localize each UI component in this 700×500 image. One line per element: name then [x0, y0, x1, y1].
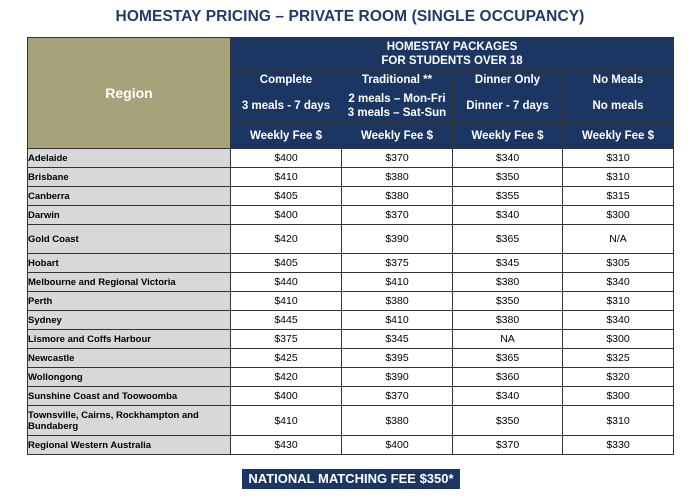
package-meals-complete	[231, 90, 342, 123]
meals-line: 3 meals - 7 days	[241, 100, 331, 112]
fee-dinner-only: $365	[453, 349, 563, 368]
fee-traditional: $400	[342, 436, 453, 455]
region-name: Adelaide	[28, 149, 231, 168]
region-name: Newcastle	[28, 349, 231, 368]
fee-dinner-only: $370	[453, 436, 563, 455]
packages-header-line2: FOR STUDENTS OVER 18	[381, 55, 523, 67]
fee-dinner-only: $350	[453, 168, 563, 187]
table-row	[28, 349, 674, 368]
fee-no-meals: $310	[563, 149, 674, 168]
fee-complete: $420	[231, 368, 342, 387]
fee-label-no-meals: Weekly Fee $	[563, 123, 674, 149]
fee-dinner-only: $360	[453, 368, 563, 387]
fee-no-meals: $305	[563, 254, 674, 273]
fee-complete: $440	[231, 273, 342, 292]
region-name: Brisbane	[28, 168, 231, 187]
package-name-complete: Complete	[231, 71, 342, 90]
table-row	[28, 330, 674, 349]
fee-traditional: $410	[342, 273, 453, 292]
table-row	[28, 387, 674, 406]
package-meals-no-meals	[563, 90, 674, 123]
fee-traditional: $370	[342, 149, 453, 168]
region-name: Hobart	[28, 254, 231, 273]
fee-complete: $405	[231, 187, 342, 206]
fee-traditional: $370	[342, 206, 453, 225]
fee-complete: $420	[231, 225, 342, 254]
region-name: Regional Western Australia	[28, 436, 231, 455]
fee-no-meals: $310	[563, 406, 674, 436]
package-meals-traditional	[342, 90, 453, 123]
package-name-no-meals: No Meals	[563, 71, 674, 90]
fee-traditional: $380	[342, 406, 453, 436]
fee-no-meals: N/A	[563, 225, 674, 254]
fee-complete: $410	[231, 168, 342, 187]
package-name-dinner-only: Dinner Only	[453, 71, 563, 90]
fee-traditional: $380	[342, 168, 453, 187]
fee-dinner-only: $340	[453, 387, 563, 406]
table-row	[28, 406, 674, 436]
fee-no-meals: $340	[563, 311, 674, 330]
meals-line: No meals	[592, 100, 644, 112]
fee-complete: $410	[231, 406, 342, 436]
fee-no-meals: $310	[563, 168, 674, 187]
fee-traditional: $410	[342, 311, 453, 330]
fee-traditional: $375	[342, 254, 453, 273]
region-name: Wollongong	[28, 368, 231, 387]
region-name: Perth	[28, 292, 231, 311]
fee-no-meals: $315	[563, 187, 674, 206]
packages-header	[231, 38, 674, 71]
fee-dinner-only: $340	[453, 206, 563, 225]
table-row	[28, 368, 674, 387]
fee-dinner-only: $350	[453, 406, 563, 436]
fee-complete: $375	[231, 330, 342, 349]
fee-no-meals: $300	[563, 330, 674, 349]
region-name: Canberra	[28, 187, 231, 206]
fee-complete: $410	[231, 292, 342, 311]
package-name-traditional: Traditional **	[342, 71, 453, 90]
fee-no-meals: $320	[563, 368, 674, 387]
fee-no-meals: $330	[563, 436, 674, 455]
fee-no-meals: $340	[563, 273, 674, 292]
fee-traditional: $395	[342, 349, 453, 368]
region-column-header: Region	[28, 38, 231, 149]
page-title: HOMESTAY PRICING – PRIVATE ROOM (SINGLE OCCUPANCY)	[115, 8, 585, 25]
fee-traditional: $390	[342, 368, 453, 387]
fee-dinner-only: $380	[453, 311, 563, 330]
region-name: Sunshine Coast and Toowoomba	[28, 387, 231, 406]
fee-no-meals: $300	[563, 387, 674, 406]
fee-label-complete: Weekly Fee $	[231, 123, 342, 149]
national-matching-fee: NATIONAL MATCHING FEE $350*	[242, 469, 460, 489]
fee-dinner-only: NA	[453, 330, 563, 349]
fee-no-meals: $310	[563, 292, 674, 311]
table-row	[28, 168, 674, 187]
fee-complete: $400	[231, 387, 342, 406]
table-row	[28, 149, 674, 168]
fee-dinner-only: $350	[453, 292, 563, 311]
fee-complete: $430	[231, 436, 342, 455]
fee-traditional: $370	[342, 387, 453, 406]
fee-dinner-only: $355	[453, 187, 563, 206]
table-row	[28, 254, 674, 273]
meals-line: Dinner - 7 days	[466, 100, 549, 112]
fee-complete: $445	[231, 311, 342, 330]
fee-label-dinner-only: Weekly Fee $	[453, 123, 563, 149]
region-name: Darwin	[28, 206, 231, 225]
table-row	[28, 206, 674, 225]
fee-dinner-only: $340	[453, 149, 563, 168]
fee-complete: $425	[231, 349, 342, 368]
fee-dinner-only: $345	[453, 254, 563, 273]
region-name: Townsville, Cairns, Rockhampton and Bundaberg	[28, 406, 231, 436]
table-row	[28, 225, 674, 254]
region-name: Sydney	[28, 311, 231, 330]
table-row	[28, 311, 674, 330]
fee-dinner-only: $380	[453, 273, 563, 292]
fee-traditional: $380	[342, 187, 453, 206]
region-name: Gold Coast	[28, 225, 231, 254]
fee-label-traditional: Weekly Fee $	[342, 123, 453, 149]
fee-traditional: $345	[342, 330, 453, 349]
packages-header-line1: HOMESTAY PACKAGES	[386, 41, 518, 53]
package-meals-dinner-only	[453, 90, 563, 123]
region-name: Melbourne and Regional Victoria	[28, 273, 231, 292]
region-name: Lismore and Coffs Harbour	[28, 330, 231, 349]
table-row	[28, 187, 674, 206]
fee-complete: $405	[231, 254, 342, 273]
fee-dinner-only: $365	[453, 225, 563, 254]
pricing-table	[27, 37, 674, 455]
fee-complete: $400	[231, 206, 342, 225]
table-row	[28, 292, 674, 311]
fee-traditional: $380	[342, 292, 453, 311]
table-row	[28, 436, 674, 455]
fee-no-meals: $300	[563, 206, 674, 225]
meals-line: 2 meals – Mon-Fri	[348, 93, 446, 105]
table-row	[28, 273, 674, 292]
meals-line: 3 meals – Sat-Sun	[347, 107, 447, 119]
fee-no-meals: $325	[563, 349, 674, 368]
fee-complete: $400	[231, 149, 342, 168]
fee-traditional: $390	[342, 225, 453, 254]
